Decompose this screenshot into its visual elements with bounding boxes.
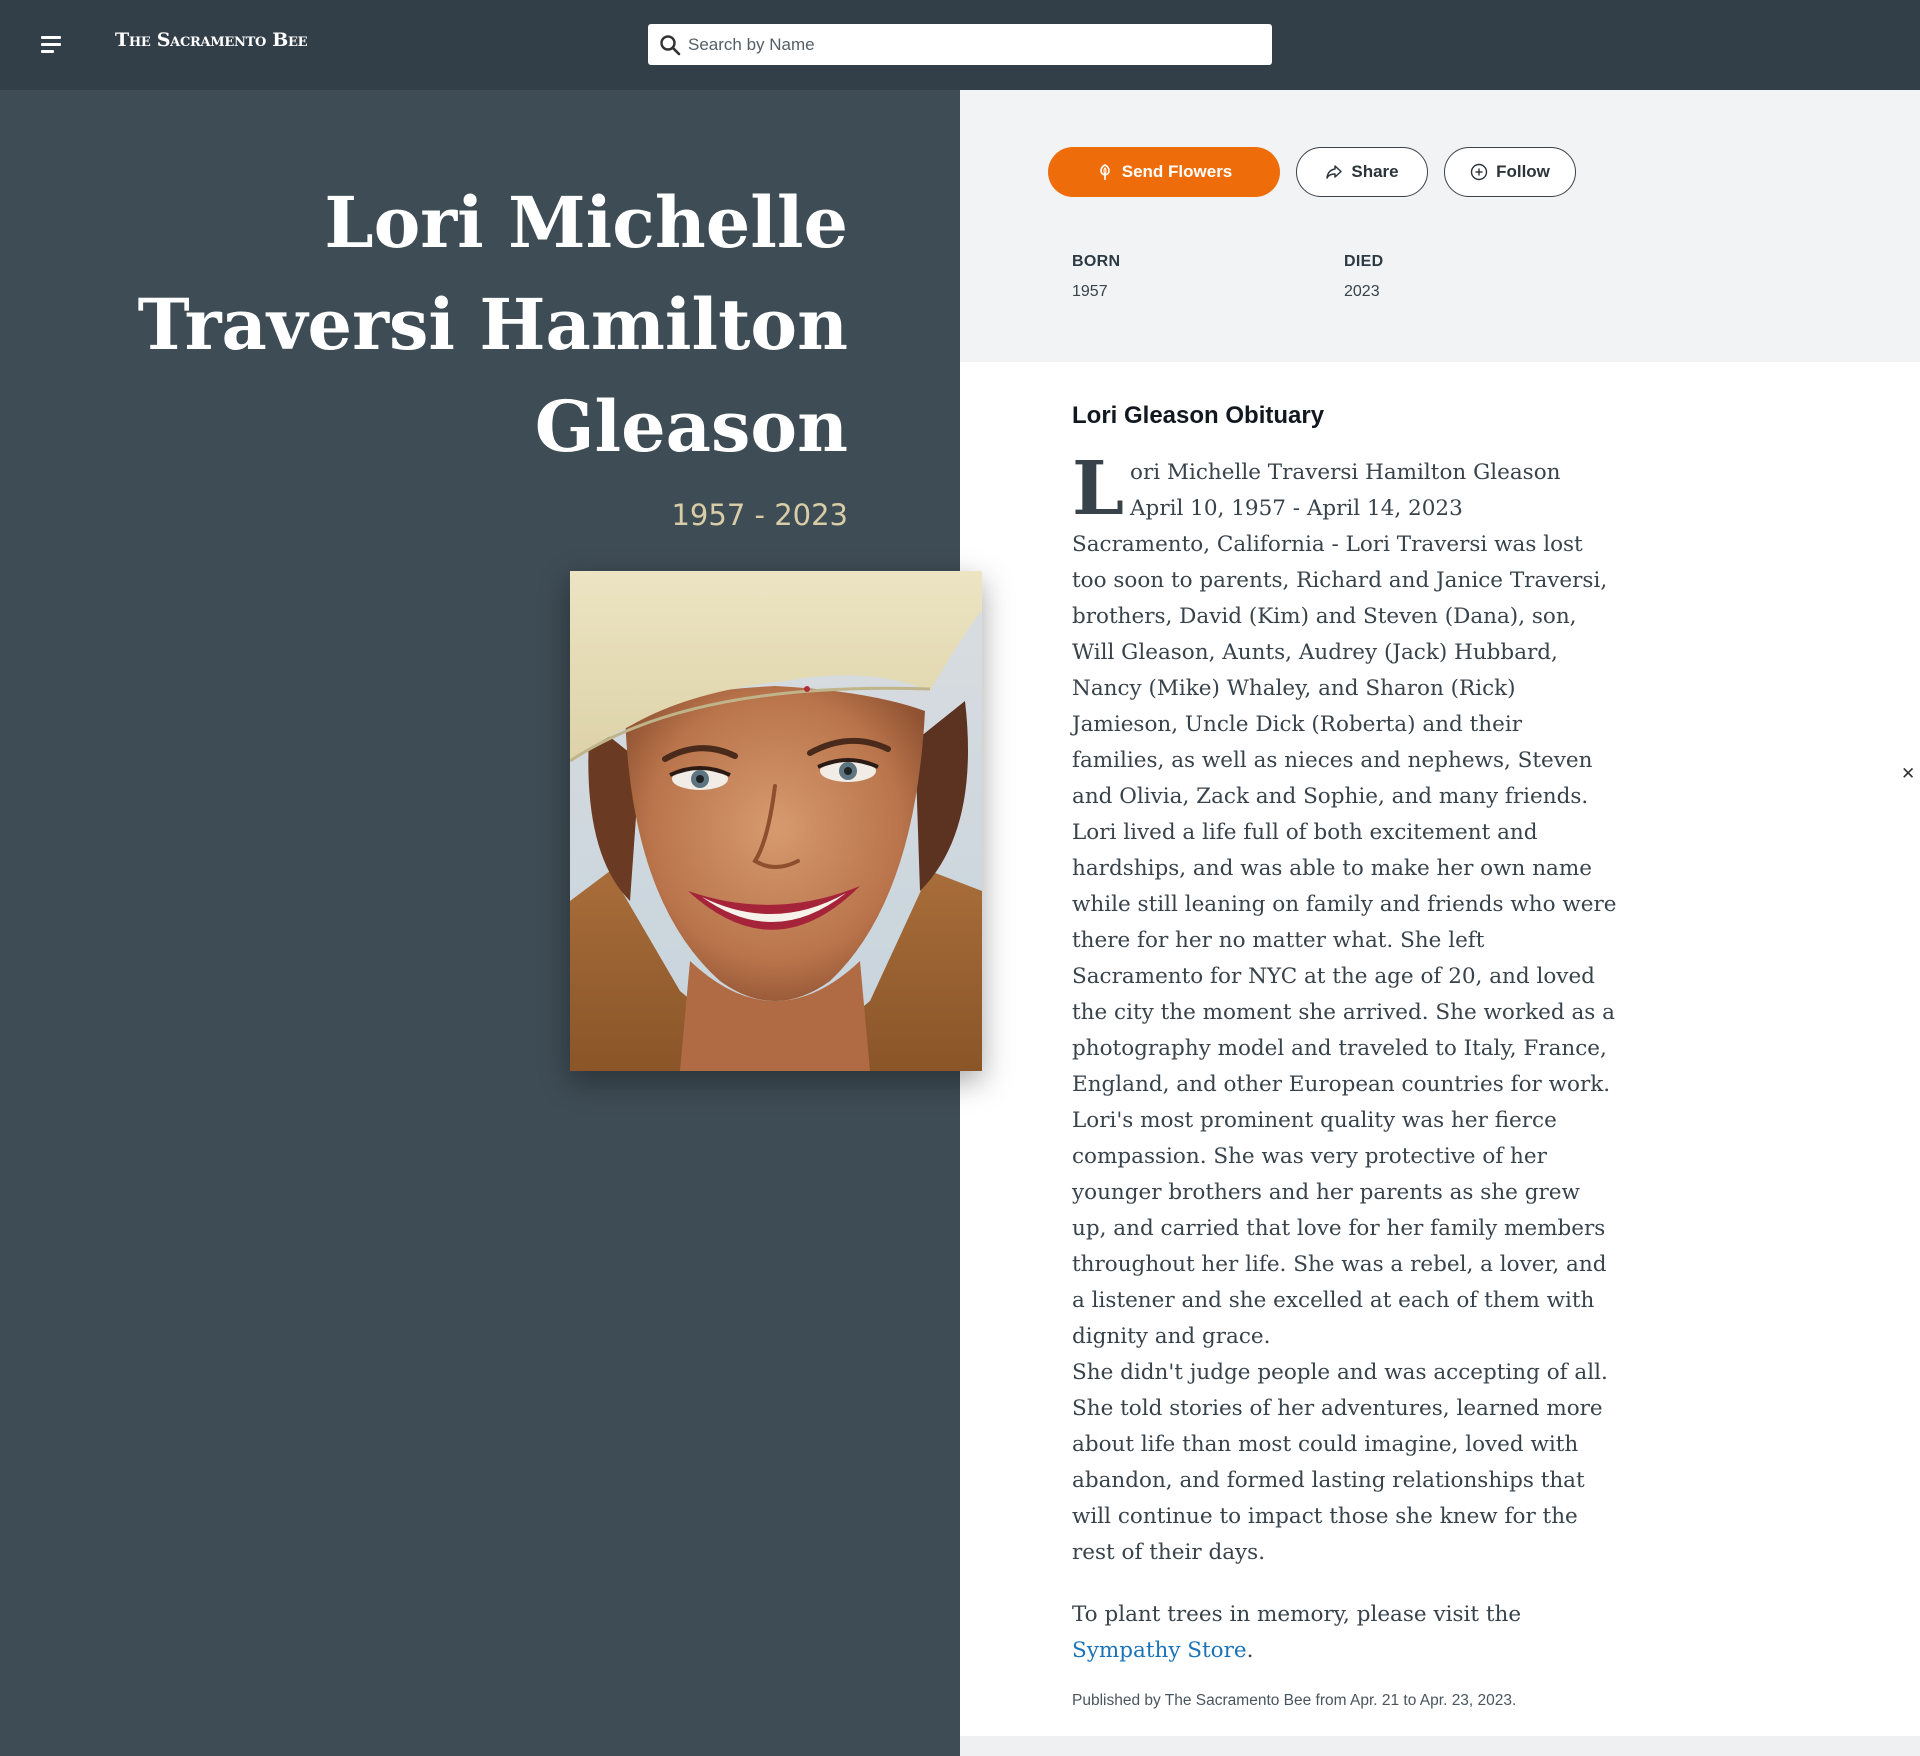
footer-divider — [960, 1736, 1920, 1756]
memorial-note — [1072, 1597, 1620, 1669]
name-line-2: Traversi Hamilton — [137, 283, 848, 366]
life-dates: 1957 - 2023 — [671, 498, 848, 532]
obituary-text — [1072, 446, 1620, 1571]
obituary-line-2: April 10, 1957 - April 14, 2023 — [1130, 496, 1463, 521]
obituary-title: Lori Gleason Obituary — [1072, 402, 1325, 429]
obituary-paragraph: Lori's most prominent quality was her fierce compassion. She was very protective of her younger brothers and her parents as she grew up, and carried that love for her family members throughout her life. She was a rebel, a lover, and a listener and she excelled at each of them with dignity and grace. — [1072, 1108, 1607, 1349]
flower-icon — [1096, 163, 1114, 181]
memorial-text: To plant trees in memory, please visit the — [1072, 1602, 1522, 1627]
close-icon[interactable]: ✕ — [1901, 764, 1916, 784]
search-input[interactable] — [688, 24, 1258, 65]
menu-icon[interactable] — [39, 33, 65, 55]
name-line-3: Gleason — [534, 385, 848, 468]
died-label: DIED — [1344, 253, 1384, 270]
share-label: Share — [1351, 162, 1399, 181]
brand-logo[interactable]: The Sacramento Bee — [115, 29, 308, 51]
obituary-line-1: ori Michelle Traversi Hamilton Gleason — [1130, 460, 1561, 485]
born-value: 1957 — [1072, 283, 1108, 300]
name-line-1: Lori Michelle — [324, 181, 848, 264]
published-info: Published by The Sacramento Bee from Apr. 21 to Apr. 23, 2023. — [1072, 1692, 1517, 1709]
follow-label: Follow — [1496, 162, 1550, 181]
share-button[interactable] — [1296, 147, 1428, 197]
search-icon — [658, 33, 682, 57]
obituary-paragraph: Sacramento, California - Lori Traversi was lost too soon to parents, Richard and Janice Traversi, brothers, David (Kim) and Steven (Dana), son, Will Gleason, Aunts, Audrey (Jack) Hubbard, Nancy (Mike) Whaley, and Sharon (Rick) Jamieson, Uncle Dick (Roberta) and their families, as well as nieces and nephews, Steven and Olivia, Zack and Sophie, and many friends. — [1072, 532, 1608, 809]
top-navigation-bar — [0, 0, 1920, 90]
follow-button[interactable] — [1444, 147, 1576, 197]
deceased-name — [68, 172, 848, 478]
obituary-paragraph: She didn't judge people and was accepting of all. She told stories of her adventures, learned more about life than most could imagine, loved with abandon, and formed lasting relationships that will continue to impact those she knew for the rest of their days. — [1072, 1360, 1608, 1565]
add-circle-icon — [1470, 163, 1488, 181]
born-label: BORN — [1072, 253, 1121, 270]
sympathy-store-link[interactable]: Sympathy Store — [1072, 1638, 1247, 1663]
send-flowers-button[interactable] — [1048, 147, 1280, 197]
drop-cap: L — [1072, 446, 1125, 532]
search-box[interactable] — [648, 24, 1272, 65]
actions-panel — [960, 90, 1920, 362]
obituary-paragraph: Lori lived a life full of both excitement and hardships, and was able to make her own name while still leaning on family and friends who were there for her no matter what. She left Sacramento for NYC at the age of 20, and loved the city the moment she arrived. She worked as a photography model and traveled to Italy, France, England, and other European countries for work. — [1072, 820, 1617, 1097]
died-value: 2023 — [1344, 283, 1380, 300]
portrait-photo — [570, 571, 982, 1071]
share-icon — [1325, 163, 1343, 181]
memorial-text-end: . — [1246, 1638, 1254, 1663]
send-flowers-label: Send Flowers — [1121, 162, 1233, 181]
